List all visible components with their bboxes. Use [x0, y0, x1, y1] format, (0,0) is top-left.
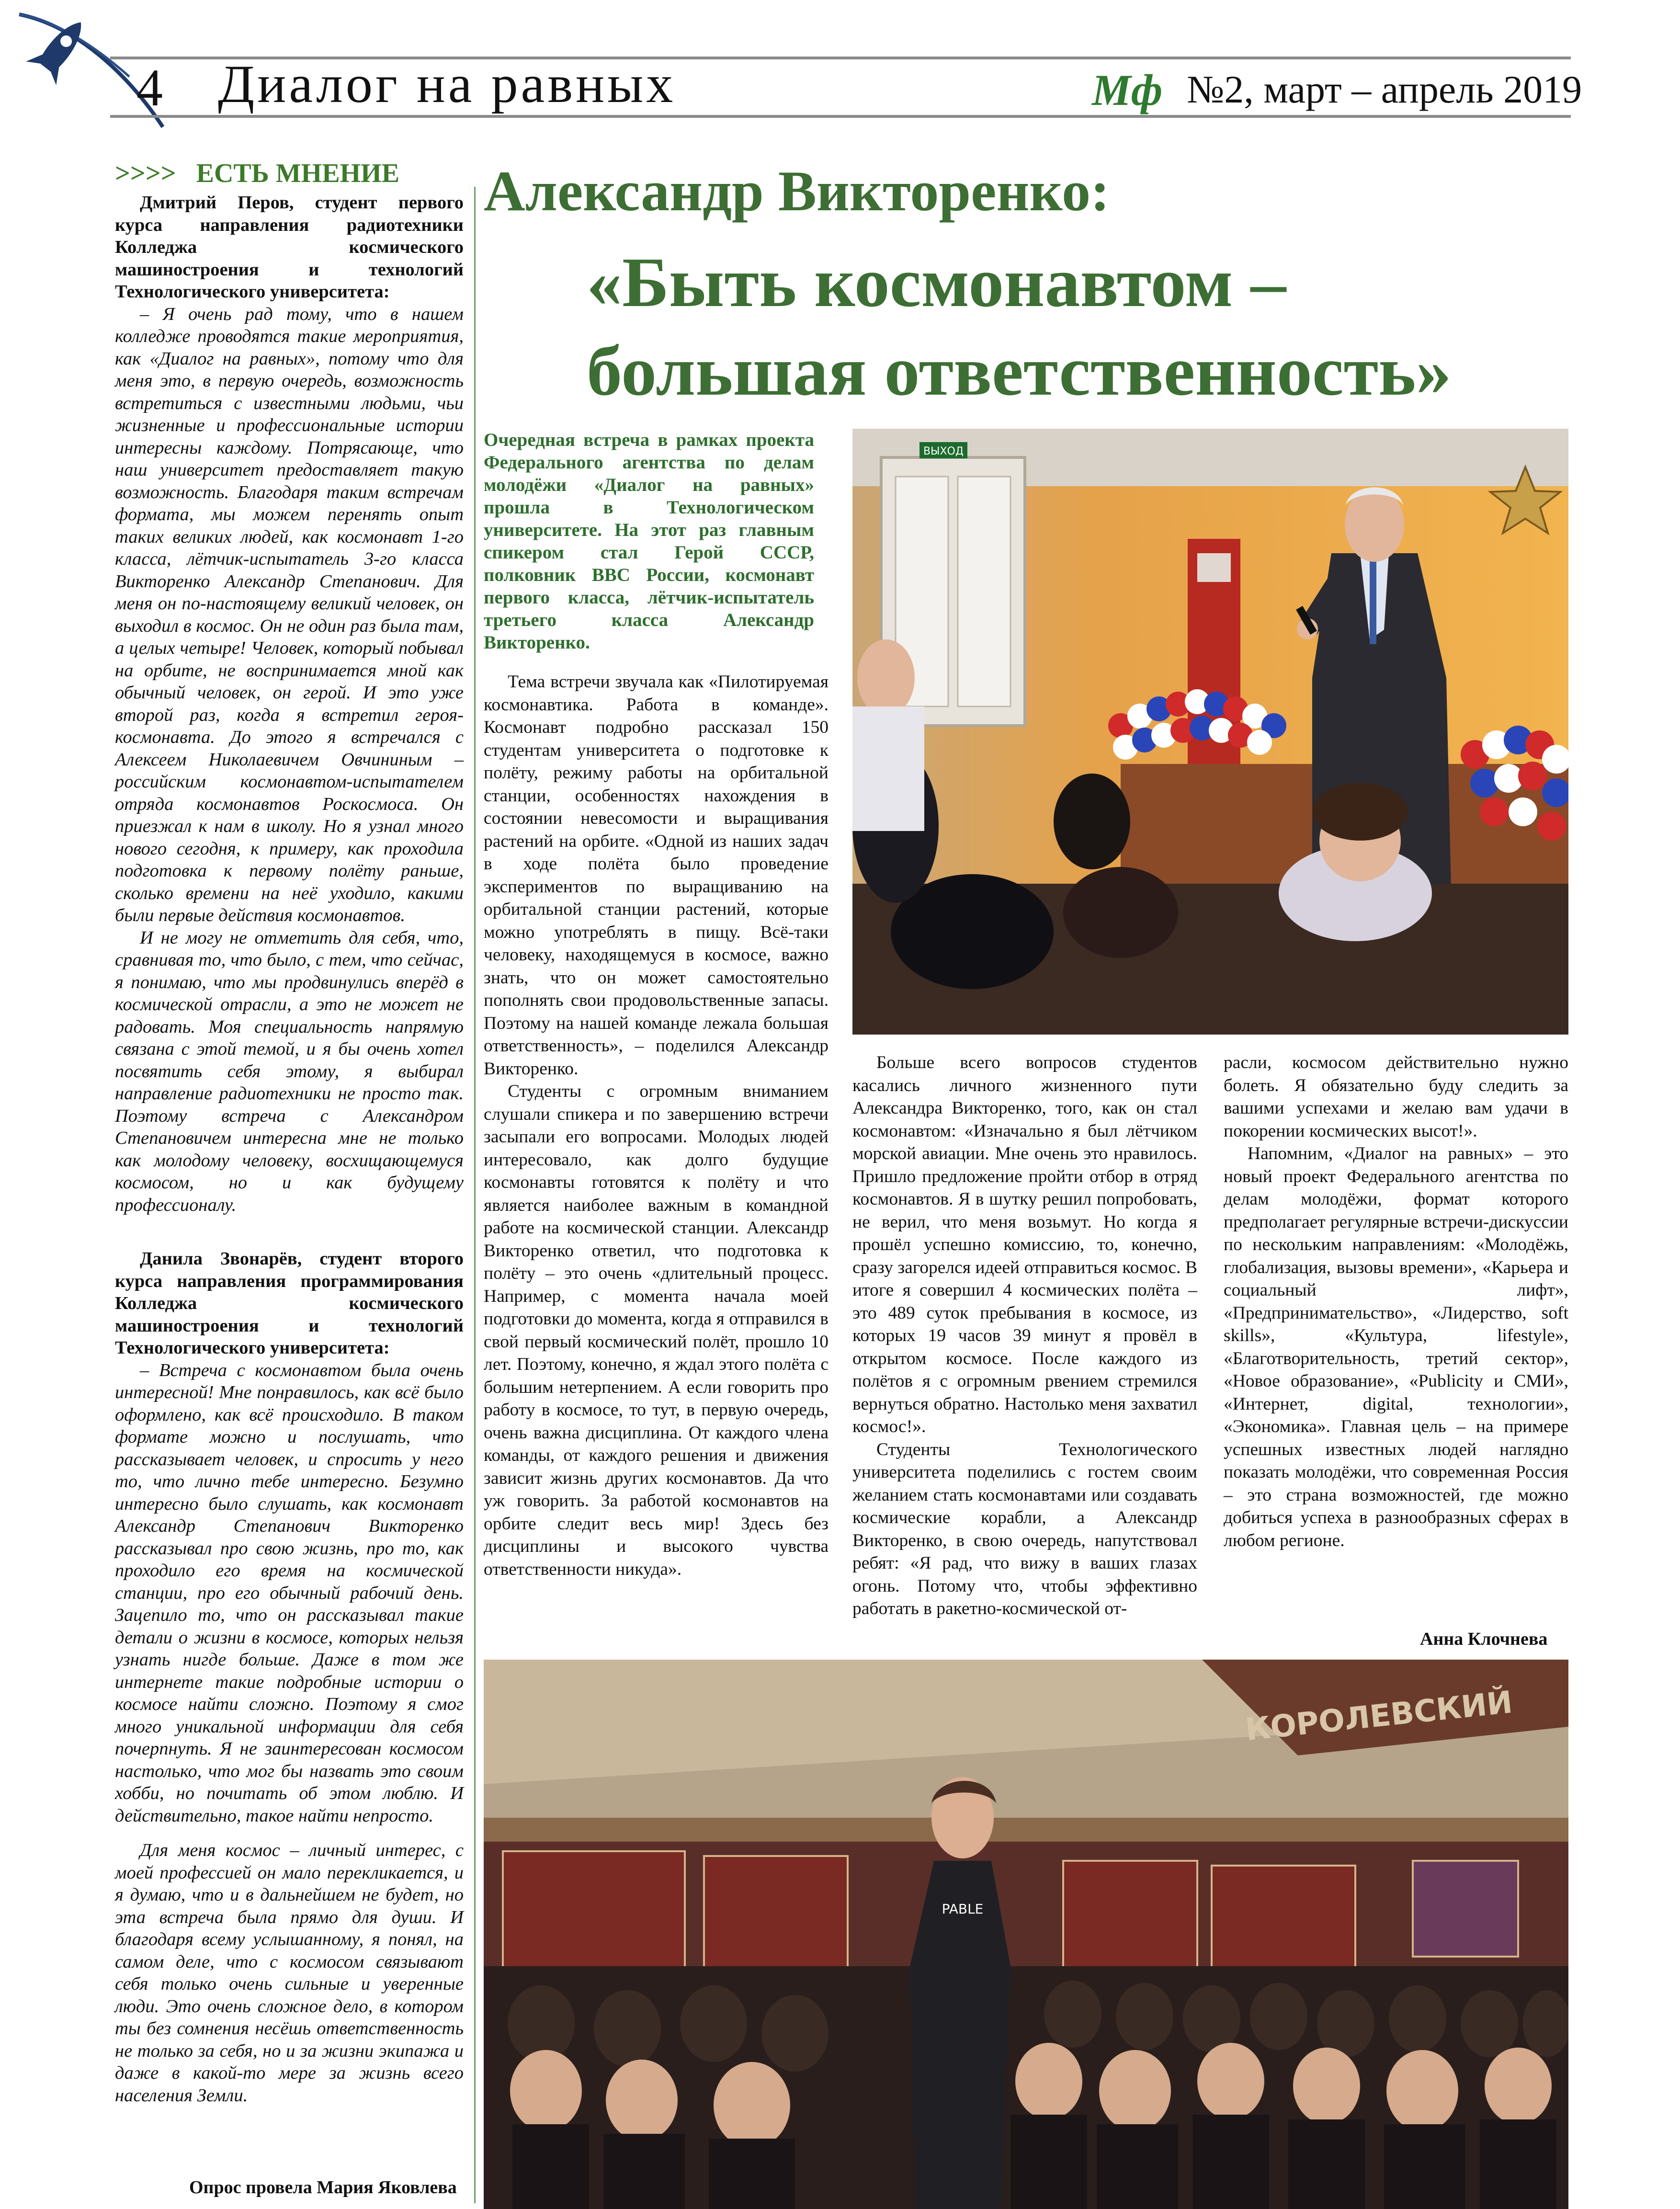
- headline-line-1: Александр Викторенко:: [484, 159, 1110, 223]
- body-column-3: [1224, 1051, 1568, 1552]
- opinion-1-author: Дмитрий Перов, студент первого курса направления радиотехники Колледжа космического машиностроения и технологий Технологического университета:: [115, 193, 464, 302]
- opinion-2-para-2: Для меня космос – личный интерес, с моей профессией он мало перекликается, и я думаю, что и в дальнейшем не будет, но эта встреча была прямо для души. И благодаря всему услышанному, я понял, на самом деле, что с космосом связывают себя только очень сильные и уверенные люди. Это очень сложное дело, в котором ты без сомнения несёшь ответственность не только за себя, но и за жизни экипажа и даже в какой-то мере за жизнь всего населения Земли.: [115, 1840, 464, 2106]
- headline-line-2: «Быть космонавтом –: [587, 243, 1286, 322]
- opinion-2-para-1: – Встреча с космонавтом была очень интересной! Мне понравилось, как всё было оформлено, как всё происходило. В таком формате можно и послушать, что рассказывает человек, и спросить у него то, что лично тебе интересно. Безумно интересно было слушать, как космонавт Александр Степанович Викторенко рассказывал про свою жизнь, про то, как проходило его время на космической станции, про его обычный рабочий день. Зацепило то, что он рассказывал такие детали о жизни в космосе, которых нельзя узнать нигде больше. Даже в том же интернете такие подробные истории о космосе найти сложно. Поэтому я смог много уникальной информации для себя почерпнуть. Я не заинтересован космосом настолько, что мог бы назвать это своим хобби, но почитать об этом люблю. И действительно, такое найти непросто.: [115, 1360, 464, 1826]
- article-lead: Очередная встреча в рамках проекта Федерального агентства по делам молодёжи «Диалог на равных» прошла в Технологическом университете. На этот раз главным спикером стал Герой СССР, полковник ВВС России, космонавт первого класса, лётчик-испытатель третьего класса Александр Викторенко.: [484, 430, 814, 653]
- issue-date: №2, март – апрель 2019: [1187, 68, 1582, 111]
- speaker-photo: [852, 429, 1568, 1035]
- shirt-text: PABLE: [942, 1901, 984, 1917]
- opinion-2-author: Данила Звонарёв, студент второго курса направления программирования Колледжа космического машиностроения и технологий Технологического университета:: [115, 1249, 464, 1358]
- opinion-1-para-2: И не могу не отметить для себя, что, сравнивая то, что было, с тем, что сейчас, я понимаю, что мы продвинулись вперёд в космической отрасли, а это не может не радовать. Моя специальность напрямую связана с этой темой, и я бы очень хотел посвятить себя этому, я выбирал направление радиотехники не просто так. Поэтому встреча с Александром Степановичем интересна мне не только как молодому человеку, восхищающемуся космосом, но и как будущему профессионалу.: [115, 927, 464, 1215]
- headline-line-3: большая ответственность»: [587, 332, 1452, 410]
- rubric-title: Диалог на равных: [218, 55, 676, 114]
- body-column-2: [852, 1051, 1197, 1620]
- body-col1-para-1: Тема встречи звучала как «Пилотируемая космонавтика. Работа в команде». Космонавт подробно рассказал 150 студентам университета о подготовке к полёту, режиму работы на орбитальной станции, особенностях нахождения в состоянии невесомости и выращивания растений на орбите. «Одной из наших задач в ходе полёта было проведение экспериментов по выращиванию на орбитальной станции растений, которые можно употреблять в пищу. Всё-таки человеку, находящемуся в космосе, важно знать, что он может самостоятельно пополнять свои продовольственные запасы. Поэтому на нашей команде лежала большая ответственность», – поделился Александр Викторенко.: [484, 672, 829, 1079]
- body-col1-para-2: Студенты с огромным вниманием слушали спикера и по завершению встречи засыпали его вопросами. Молодых людей интересовало, как долго будущие космонавты готовятся к полёту и что является наиболее важным в командной работе на космической станции. Александр Викторенко ответил, что подготовка к полёту – это очень «длительный процесс. Например, с момента начала моей подготовки до момента, когда я отправился в свой первый космический полёт, прошло 10 лет. Поэтому, конечно, я ждал этого полёта с большим нетерпением. А если говорить про работу в космосе, то тут, в первую очередь, очень важна дисциплина. От каждого члена команды, от каждого решения и движения зависит жизнь других космонавтов. Да что уж говорить. За работой космонавтов на орбите следит весь мир! Здесь без дисциплины и высокого чувства ответственности никуда».: [484, 1082, 829, 1579]
- opinion-1-para-1: – Я очень рад тому, что в нашем колледже проводятся такие мероприятия, как «Диалог на равных», потому что для меня это, в первую очередь, возможность встретиться с известными людьми, чьи жизненные и профессиональные истории интересны каждому. Потрясающе, что наш университет предоставляет такую возможность. Благодаря таким встречам формата, мы можем перенять опыт таких великих людей, как космонавт 1-го класса, лётчик-испытатель 3-го класса Викторенко Александр Степанович. Для меня он по-настоящему великий человек, он выходил в космос. Он не один раз была там, а целых четыре! Человек, который побывал на орбите, не воспринимается мной как обычный человек, он герой. И это уже второй раз, когда я встретил героя-космонавта. До этого я встречался с Алексеем Николаевичем Овчининым – российским космонавтом-испытателем отряда космонавтов Роскосмоса. Он приезжал к нам в школу. Но я узнал много нового сегодня, к примеру, как проходила подготовка к первому полёту раньше, сколько времени на неё уходило, какими были первые действия космонавтов.: [115, 304, 464, 925]
- rocket-logo-icon: [10, 5, 192, 139]
- heading-text: ЕСТЬ МНЕНИЕ: [196, 159, 400, 188]
- body-column-1: [484, 671, 829, 1581]
- wall-banner-text: КОРОЛЕВСКИЙ: [1243, 1685, 1514, 1748]
- body-col2-para-1: Больше всего вопросов студентов касались личного жизненного пути Александра Викторенко, того, как он стал космонавтом: «Изначально я был лётчиком морской авиации. Мне очень это нравилось. Пришло предложение пройти отбор в отряд космонавтов. Я в шутку решил попробовать, не верил, что меня возьмут. Но когда я прошёл успешно комиссию, то, конечно, сразу загорелся идеей отправиться космос. В итоге я совершил 4 космических полёта – это 489 суток пребывания в космосе, из которых 19 часов 39 минут я провёл в открытом космосе. После каждого из полётов я с огромным рвением стремился вернуться обратно. Настолько меня захватил космос!».: [852, 1053, 1197, 1436]
- body-col3-para-1: расли, космосом действительно нужно болеть. Я обязательно буду следить за вашими успехами и желаю вам удачи в покорении космических высот!».: [1224, 1053, 1568, 1141]
- body-col2-para-2: Студенты Технологического университета поделились с гостем своим желанием стать космонавтами или создавать космические корабли, а Александр Викторенко, в свою очередь, напутствовал ребят: «Я рад, что вижу в ваших глазах огонь. Потому что, чтобы эффективно работать в ракетно-космической от-: [852, 1439, 1197, 1618]
- body-col3-para-2: Напомним, «Диалог на равных» – это новый проект Федерального агентства по делам молодёжи, формат которого предполагает регулярные встречи-дискуссии по нескольким направлениям: «Молодёжь, глобализация, вызовы времени», «Карьера и социальный лифт», «Предпринимательство», «Лидерство, soft skills», «Культура, lifestyle», «Благотворительность, третий сектор», «Новое образование», «Publicity и СМИ», «Интернет, digital, технологии», «Экономика». Главная цель – на примере успешных известных людей наглядно показать молодёжи, что современная Россия – это страна возможностей, где можно добиться успеха в разнообразных сферах в любом регионе.: [1224, 1144, 1568, 1550]
- survey-credit: Опрос провела Мария Яковлева: [189, 2177, 457, 2198]
- audience-photo: [484, 1660, 1568, 2209]
- article-byline: Анна Клочнева: [1420, 1629, 1548, 1649]
- sidebar-divider: [474, 187, 476, 2203]
- heading-arrows: >>>>: [115, 159, 176, 188]
- page-number: 4: [136, 58, 163, 117]
- opinion-1: [115, 192, 464, 1216]
- opinion-heading: [115, 158, 399, 189]
- opinion-2: [115, 1248, 464, 2107]
- exit-sign-text: ВЫХОД: [923, 445, 964, 457]
- mf-logo: Мф: [1092, 66, 1163, 114]
